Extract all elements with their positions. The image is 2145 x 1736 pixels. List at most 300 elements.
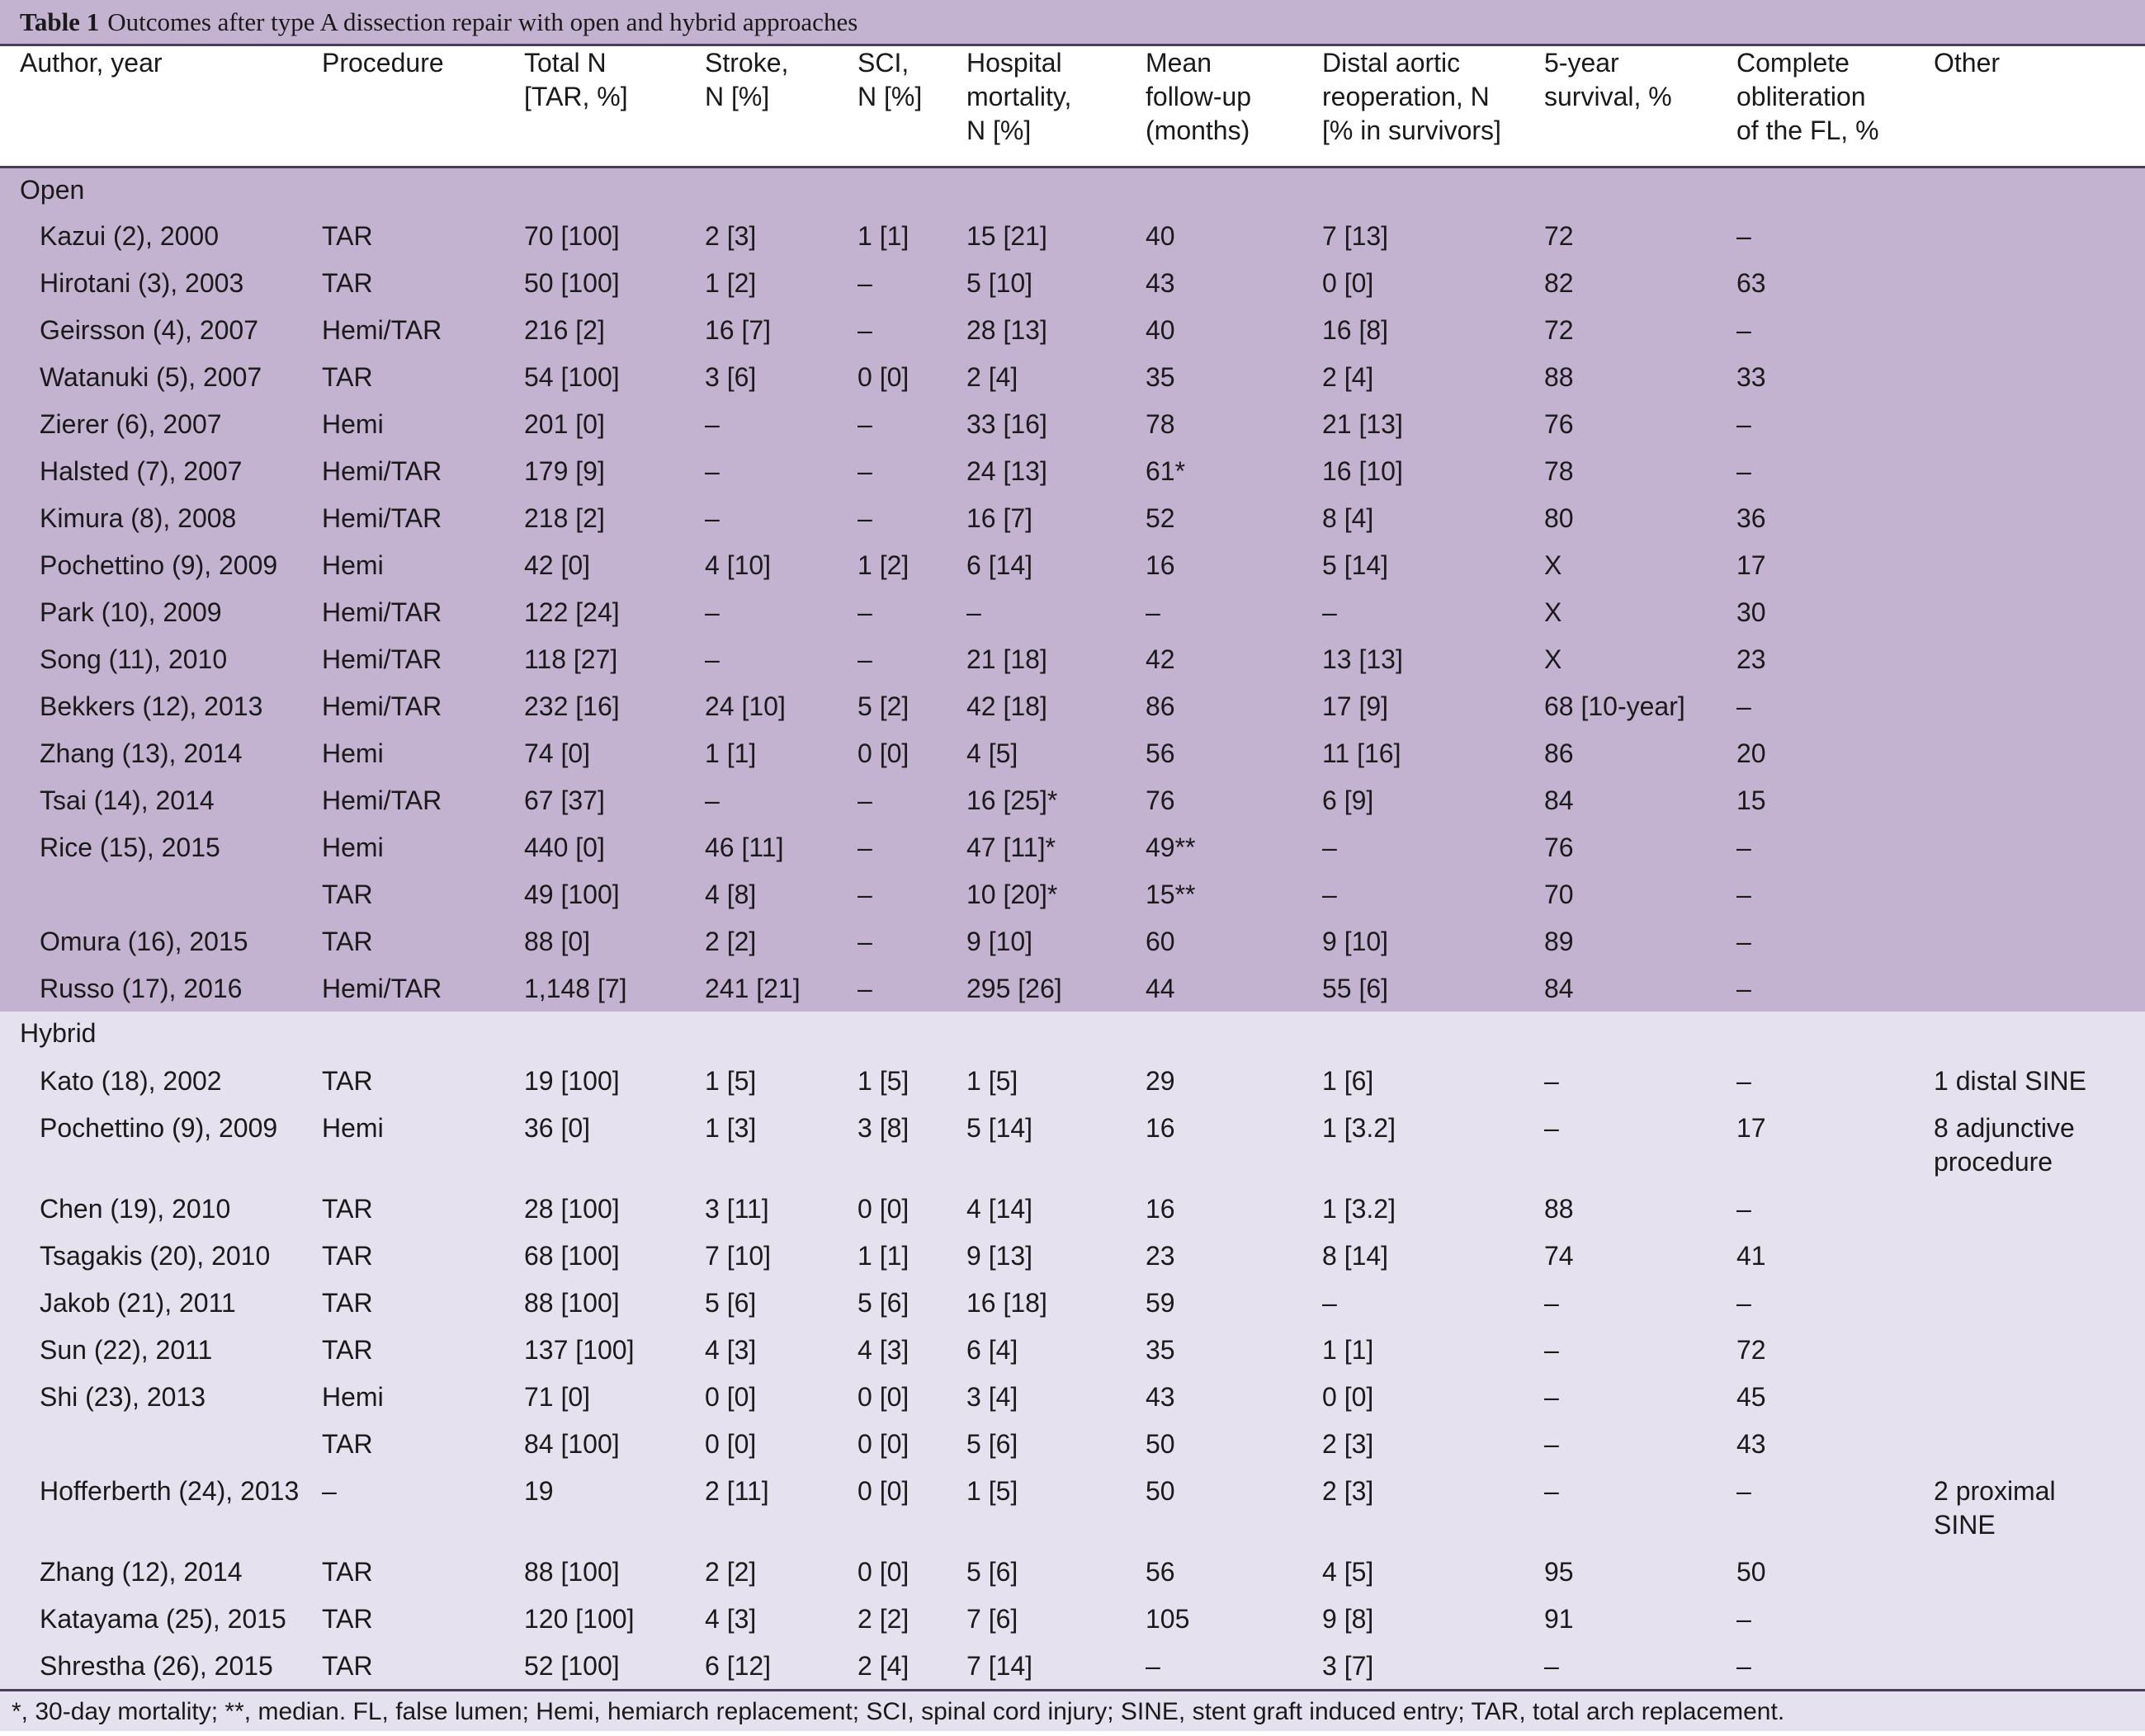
table-cell: 7 [10] <box>705 1241 772 1271</box>
table-cell: 2 [2] <box>705 1557 757 1587</box>
column-header-line: follow-up <box>1146 82 1252 111</box>
table-cell <box>1934 1373 2145 1420</box>
table-cell: 6 [14] <box>966 550 1033 580</box>
table-cell <box>1934 1595 2145 1642</box>
table-cell: TAR <box>322 1194 373 1224</box>
table-cell: TAR <box>322 1288 373 1318</box>
table-cell: 5 [10] <box>966 268 1033 298</box>
table-cell: – <box>1544 1288 1559 1318</box>
table-cell: 54 [100] <box>524 362 620 392</box>
table-cell: Jakob (21), 2011 <box>40 1288 236 1318</box>
table-cell: Zierer (6), 2007 <box>40 409 222 439</box>
table-cell: 15** <box>1146 880 1196 909</box>
column-header <box>705 46 858 167</box>
column-header-line: [% in survivors] <box>1322 116 1501 145</box>
table-cell: Geirsson (4), 2007 <box>40 315 259 345</box>
table-cell: 28 [13] <box>966 315 1047 345</box>
table-cell: 1 [2] <box>858 550 909 580</box>
table-row <box>0 306 2145 353</box>
table-cell: 6 [12] <box>705 1651 772 1681</box>
table-cell: – <box>322 1476 337 1506</box>
table-cell: TAR <box>322 880 373 909</box>
table-row <box>0 965 2145 1012</box>
table-row <box>0 1326 2145 1373</box>
table-cell: – <box>858 315 872 345</box>
table-cell: 40 <box>1146 315 1175 345</box>
table-cell: Kazui (2), 2000 <box>40 221 220 251</box>
table-cell: 9 [8] <box>1322 1604 1374 1634</box>
table-cell <box>1934 1279 2145 1326</box>
table-cell: 2 [2] <box>858 1604 909 1634</box>
table-row <box>0 682 2145 729</box>
table-cell: 4 [3] <box>858 1335 909 1365</box>
table-cell: 17 <box>1736 1113 1766 1143</box>
table-cell: TAR <box>322 927 373 956</box>
table-cell: – <box>858 833 872 862</box>
table-cell: 137 [100] <box>524 1335 635 1365</box>
table-cell: TAR <box>322 362 373 392</box>
table-cell: 35 <box>1146 1335 1175 1365</box>
table-cell: Halsted (7), 2007 <box>40 456 243 486</box>
table-cell: 216 [2] <box>524 315 605 345</box>
table-cell: 0 [0] <box>858 738 909 768</box>
table-cell: 5 [6] <box>705 1288 757 1318</box>
table-cell: 2 [3] <box>1322 1429 1374 1459</box>
table-cell: 7 [13] <box>1322 221 1389 251</box>
table-cell: 33 [16] <box>966 409 1047 439</box>
table-cell: – <box>1736 1604 1751 1634</box>
table-cell: – <box>858 268 872 298</box>
table-cell: 232 [16] <box>524 691 620 721</box>
table-cell: Tsagakis (20), 2010 <box>40 1241 271 1271</box>
column-header-line: Author, year <box>20 48 163 78</box>
table-cell: 47 [11]* <box>966 833 1056 862</box>
table-cell <box>1934 965 2145 1012</box>
table-cell: 78 <box>1544 456 1574 486</box>
table-cell: – <box>1736 1476 1751 1506</box>
table-cell: 72 <box>1544 315 1574 345</box>
table-cell: 82 <box>1544 268 1574 298</box>
table-cell: X <box>1544 597 1562 627</box>
column-header <box>1934 46 2145 167</box>
table-cell: 42 [18] <box>966 691 1047 721</box>
table-cell: 42 [0] <box>524 550 591 580</box>
table-cell: 28 [100] <box>524 1194 620 1224</box>
table-cell: – <box>1544 1651 1559 1681</box>
table-cell: – <box>1544 1113 1559 1143</box>
table-cell: 0 [0] <box>705 1382 757 1412</box>
table-cell: – <box>1736 1651 1751 1681</box>
table-cell: 70 [100] <box>524 221 620 251</box>
table-cell: 36 <box>1736 503 1766 533</box>
table-cell <box>1934 1548 2145 1595</box>
table-cell: 76 <box>1544 409 1574 439</box>
table-cell: 78 <box>1146 409 1175 439</box>
table-cell: Hemi/TAR <box>322 456 442 486</box>
table-cell: 44 <box>1146 974 1175 1003</box>
table-cell: – <box>858 927 872 956</box>
table-cell: 72 <box>1544 221 1574 251</box>
table-cell: 89 <box>1544 927 1574 956</box>
table-row <box>0 1595 2145 1642</box>
table-cell: Hemi/TAR <box>322 785 442 815</box>
caption-text: Outcomes after type A dissection repair with open and hybrid approaches <box>107 7 858 36</box>
table-row <box>0 635 2145 682</box>
table-cell: 23 <box>1146 1241 1175 1271</box>
table-cell: 179 [9] <box>524 456 605 486</box>
table-cell: 440 [0] <box>524 833 605 862</box>
table-cell: 67 [37] <box>524 785 605 815</box>
table-cell: – <box>858 597 872 627</box>
table-cell: – <box>1736 833 1751 862</box>
table-cell: 56 <box>1146 738 1175 768</box>
table-cell: 16 <box>1146 1113 1175 1143</box>
column-header <box>0 46 322 167</box>
table-cell: – <box>1736 1288 1751 1318</box>
table-cell <box>0 1420 322 1467</box>
table-cell <box>1934 682 2145 729</box>
table-cell <box>1934 400 2145 447</box>
table-cell: – <box>858 644 872 674</box>
cell-line: SINE <box>1934 1510 1996 1540</box>
table-cell: – <box>1736 974 1751 1003</box>
table-cell: 86 <box>1544 738 1574 768</box>
table-cell: 5 [6] <box>966 1557 1018 1587</box>
table-cell: – <box>1322 1288 1337 1318</box>
table-cell: Watanuki (5), 2007 <box>40 362 262 392</box>
table-cell: 1 [1] <box>705 738 757 768</box>
table-cell: 13 [13] <box>1322 644 1403 674</box>
table-cell: 295 [26] <box>966 974 1062 1003</box>
table-cell: 21 [13] <box>1322 409 1403 439</box>
table-cell: 1 [3.2] <box>1322 1113 1396 1143</box>
table-cell: 0 [0] <box>1322 268 1374 298</box>
table-cell: Kimura (8), 2008 <box>40 503 237 533</box>
table-cell: TAR <box>322 268 373 298</box>
table-cell: 63 <box>1736 268 1766 298</box>
table-cell <box>1934 870 2145 918</box>
table-cell: 95 <box>1544 1557 1574 1587</box>
table-row <box>0 1420 2145 1467</box>
table-cell: Hemi/TAR <box>322 691 442 721</box>
table-cell: 41 <box>1736 1241 1766 1271</box>
table-cell: Hemi <box>322 738 384 768</box>
table-row <box>0 1279 2145 1326</box>
table-row <box>0 1057 2145 1104</box>
table-cell: Hofferberth (24), 2013 <box>40 1476 300 1506</box>
column-header-line: survival, % <box>1544 82 1672 111</box>
table-cell: 71 [0] <box>524 1382 591 1412</box>
table-row <box>0 1642 2145 1689</box>
table-cell <box>1934 776 2145 823</box>
table-cell: X <box>1544 644 1562 674</box>
table-cell: 29 <box>1146 1066 1175 1096</box>
table-cell <box>1934 918 2145 965</box>
table-cell: 19 [100] <box>524 1066 620 1096</box>
table-cell: Pochettino (9), 2009 <box>40 1113 278 1143</box>
table-cell: 0 [0] <box>858 362 909 392</box>
table-cell: 4 [3] <box>705 1604 757 1634</box>
column-header <box>1322 46 1544 167</box>
table-cell: 9 [13] <box>966 1241 1033 1271</box>
table-cell: 201 [0] <box>524 409 605 439</box>
table-cell: – <box>1544 1476 1559 1506</box>
table-cell: TAR <box>322 221 373 251</box>
column-header-line: N [%] <box>966 116 1032 145</box>
column-header-line: SCI, <box>858 48 909 78</box>
section-heading-row <box>0 1012 2145 1057</box>
table-cell: – <box>1736 315 1751 345</box>
table-cell: 3 [8] <box>858 1113 909 1143</box>
table-cell: Hemi <box>322 833 384 862</box>
table-cell: 0 [0] <box>1322 1382 1374 1412</box>
table-cell: 80 <box>1544 503 1574 533</box>
table-cell: 118 [27] <box>524 644 618 674</box>
table-cell: – <box>1544 1066 1559 1096</box>
table-cell: Hemi/TAR <box>322 974 442 1003</box>
table-cell: 88 [100] <box>524 1288 620 1318</box>
table-cell: 72 <box>1736 1335 1766 1365</box>
table-cell: 7 [6] <box>966 1604 1018 1634</box>
table-row <box>0 353 2145 400</box>
table-cell: Song (11), 2010 <box>40 644 228 674</box>
table-cell: 16 [25]* <box>966 785 1058 815</box>
table-cell: 1 [6] <box>1322 1066 1374 1096</box>
table-cell: Pochettino (9), 2009 <box>40 550 278 580</box>
table-cell: 122 [24] <box>524 597 620 627</box>
table-cell: 56 <box>1146 1557 1175 1587</box>
table-cell: 241 [21] <box>705 974 801 1003</box>
table-cell <box>1934 447 2145 494</box>
table-cell: 49** <box>1146 833 1196 862</box>
table-cell: 7 [14] <box>966 1651 1033 1681</box>
table-cell: – <box>705 456 720 486</box>
table-header <box>0 46 2145 167</box>
column-header-line: mortality, <box>966 82 1072 111</box>
table-cell: 2 [11] <box>705 1476 769 1506</box>
table-cell: 68 [100] <box>524 1241 620 1271</box>
table-cell <box>1934 1104 2145 1185</box>
table-cell: 70 <box>1544 880 1574 909</box>
table-cell: Hemi <box>322 1113 384 1143</box>
column-header-line: Stroke, <box>705 48 789 78</box>
table-cell: 17 <box>1736 550 1766 580</box>
table-row <box>0 259 2145 306</box>
table-row <box>0 494 2145 541</box>
table-cell: – <box>1736 1066 1751 1096</box>
table-cell: Shrestha (26), 2015 <box>40 1651 273 1681</box>
table-cell: Bekkers (12), 2013 <box>40 691 263 721</box>
table-cell: 1 [5] <box>705 1066 757 1096</box>
table-cell: – <box>858 456 872 486</box>
table-cell: 2 [2] <box>705 927 757 956</box>
table-cell: 88 [100] <box>524 1557 620 1587</box>
table-cell <box>0 870 322 918</box>
table-cell: 4 [8] <box>705 880 757 909</box>
table-cell: 43 <box>1146 268 1175 298</box>
table-cell: 76 <box>1146 785 1175 815</box>
table-cell: 5 [6] <box>966 1429 1018 1459</box>
cell-line: procedure <box>1934 1147 2053 1177</box>
table-cell: 1 [1] <box>858 221 909 251</box>
table-cell: 3 [4] <box>966 1382 1018 1412</box>
table-cell: – <box>1736 456 1751 486</box>
table-cell <box>1934 588 2145 635</box>
table-cell: Katayama (25), 2015 <box>40 1604 286 1634</box>
table-cell: TAR <box>322 1335 373 1365</box>
table-cell: 61* <box>1146 456 1186 486</box>
table-cell: Shi (23), 2013 <box>40 1382 206 1412</box>
table-cell: 6 [4] <box>966 1335 1018 1365</box>
column-header-line: N [%] <box>858 82 923 111</box>
table-cell: 40 <box>1146 221 1175 251</box>
table-row <box>0 541 2145 588</box>
table-cell: 3 [6] <box>705 362 757 392</box>
outcomes-table <box>0 46 2145 1689</box>
table-cell: 1 [5] <box>966 1066 1018 1096</box>
column-header-line: Hospital <box>966 48 1062 78</box>
table-cell: 1 [5] <box>966 1476 1018 1506</box>
table-cell: 42 <box>1146 644 1175 674</box>
table-row <box>0 1373 2145 1420</box>
table-cell: 1 [3] <box>705 1113 757 1143</box>
column-header-line: Procedure <box>322 48 444 78</box>
table-cell: 4 [14] <box>966 1194 1033 1224</box>
table-cell: 24 [13] <box>966 456 1047 486</box>
table-cell: Omura (16), 2015 <box>40 927 248 956</box>
table-cell: 16 [8] <box>1322 315 1389 345</box>
table-cell: 0 [0] <box>705 1429 757 1459</box>
table-cell: Hemi <box>322 1382 384 1412</box>
table-cell <box>1934 1420 2145 1467</box>
table-cell <box>1934 635 2145 682</box>
column-header-line: [TAR, %] <box>524 82 628 111</box>
table-cell: 5 [2] <box>858 691 909 721</box>
table-cell: 120 [100] <box>524 1604 635 1634</box>
table-cell: Hemi <box>322 550 384 580</box>
table-cell: 2 [4] <box>858 1651 909 1681</box>
table-cell: 2 [3] <box>705 221 757 251</box>
table-cell: 60 <box>1146 927 1175 956</box>
table-cell: 21 [18] <box>966 644 1047 674</box>
column-header <box>524 46 705 167</box>
column-header-line: Complete <box>1736 48 1850 78</box>
table-cell <box>1934 259 2145 306</box>
table-caption <box>0 0 2145 46</box>
open-section <box>0 167 2145 1012</box>
column-header-line: of the FL, % <box>1736 116 1879 145</box>
column-header-line: Total N <box>524 48 607 78</box>
table-row <box>0 729 2145 776</box>
table-cell: 15 [21] <box>966 221 1047 251</box>
table-cell: 0 [0] <box>858 1557 909 1587</box>
table-cell: Kato (18), 2002 <box>40 1066 222 1096</box>
table-cell: Hemi/TAR <box>322 597 442 627</box>
table-cell: 46 [11] <box>705 833 784 862</box>
table-cell: 50 <box>1736 1557 1766 1587</box>
section-heading: Open <box>20 174 85 205</box>
table-cell: Park (10), 2009 <box>40 597 222 627</box>
table-cell: 43 <box>1736 1429 1766 1459</box>
table-cell: – <box>1146 1651 1160 1681</box>
table-row <box>0 447 2145 494</box>
cell-line: 8 adjunctive <box>1934 1113 2075 1143</box>
table-cell: 76 <box>1544 833 1574 862</box>
table-cell: – <box>858 974 872 1003</box>
table-cell: – <box>1736 221 1751 251</box>
table-cell: 17 [9] <box>1322 691 1389 721</box>
table-cell: TAR <box>322 1429 373 1459</box>
table-cell: 30 <box>1736 597 1766 627</box>
table-cell: Sun (22), 2011 <box>40 1335 213 1365</box>
table-cell: 86 <box>1146 691 1175 721</box>
column-header-line: (months) <box>1146 116 1250 145</box>
table-cell <box>1934 1326 2145 1373</box>
table-cell: 68 [10-year] <box>1544 691 1685 721</box>
column-header <box>322 46 524 167</box>
column-header-line: Mean <box>1146 48 1212 78</box>
table-cell: 84 <box>1544 785 1574 815</box>
section-heading-row <box>0 167 2145 212</box>
table-cell: 84 [100] <box>524 1429 620 1459</box>
column-header-line: obliteration <box>1736 82 1866 111</box>
table-cell: TAR <box>322 1604 373 1634</box>
table-cell: 3 [11] <box>705 1194 769 1224</box>
table-cell: 45 <box>1736 1382 1766 1412</box>
table-cell: – <box>966 597 981 627</box>
table-cell: Zhang (13), 2014 <box>40 738 243 768</box>
table-cell: TAR <box>322 1241 373 1271</box>
table-cell: – <box>858 880 872 909</box>
column-header <box>1544 46 1736 167</box>
table-row <box>0 1104 2145 1185</box>
cell-line: 2 proximal <box>1934 1476 2056 1506</box>
table-cell: 35 <box>1146 362 1175 392</box>
table-cell: Hirotani (3), 2003 <box>40 268 244 298</box>
table-cell <box>1934 1642 2145 1689</box>
table-cell: 2 [4] <box>1322 362 1374 392</box>
table-cell: 52 [100] <box>524 1651 620 1681</box>
column-header-line: 5-year <box>1544 48 1619 78</box>
table-cell: 9 [10] <box>1322 927 1389 956</box>
table-cell: 15 <box>1736 785 1766 815</box>
caption-label: Table 1 <box>20 7 100 36</box>
hybrid-section <box>0 1012 2145 1689</box>
table-cell: – <box>1544 1335 1559 1365</box>
table-cell: 1 [1] <box>1322 1335 1374 1365</box>
table-cell: 1 [1] <box>858 1241 909 1271</box>
table-cell <box>1934 494 2145 541</box>
column-header-line: Other <box>1934 48 2001 78</box>
table-row <box>0 400 2145 447</box>
table-cell: – <box>1736 1194 1751 1224</box>
column-header <box>966 46 1146 167</box>
table-cell: 33 <box>1736 362 1766 392</box>
table-cell: 2 [4] <box>966 362 1018 392</box>
table-cell: TAR <box>322 1651 373 1681</box>
table-cell: 16 <box>1146 550 1175 580</box>
table-cell: 0 [0] <box>858 1382 909 1412</box>
table-cell: – <box>705 503 720 533</box>
table-cell <box>1934 541 2145 588</box>
table-cell: 1 [3.2] <box>1322 1194 1396 1224</box>
table-cell: 88 <box>1544 1194 1574 1224</box>
column-header <box>858 46 966 167</box>
table-row <box>0 588 2145 635</box>
table-cell: – <box>1544 1429 1559 1459</box>
table-footnote: *, 30-day mortality; **, median. FL, false lumen; Hemi, hemiarch replacement; SCI, spinal cord injury; SINE, stent graft induced entry; TAR, total arch replacement. <box>0 1689 2145 1731</box>
table-cell: – <box>1322 880 1337 909</box>
